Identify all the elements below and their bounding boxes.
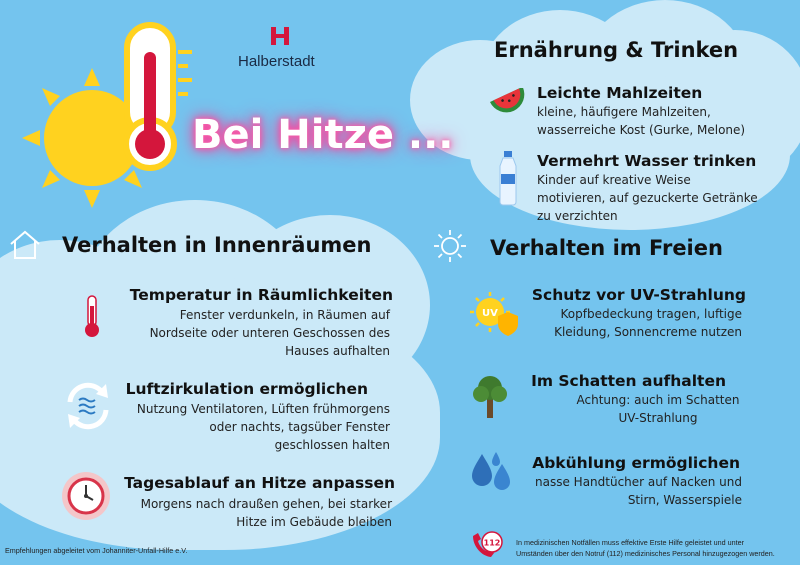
air-circulation-icon (60, 380, 116, 432)
indoor-item-title-3: Tagesablauf an Hitze anpassen (124, 474, 395, 492)
outdoor-item-text-3: nasse Handtücher auf Nacken und Stirn, Wasserspiele (535, 475, 742, 507)
indoor-item-text-1: Fenster verdunkeln, in Räumen auf Nordseite oder unteren Geschossen des Hauses aufhalten (149, 308, 390, 358)
indoor-heading: Verhalten in Innenräumen (62, 233, 372, 257)
nutrition-item-text-2: Kinder auf kreative Weise motivieren, auf gezuckerte Getränke zu verzichten (537, 173, 758, 223)
phone-112-icon (470, 530, 504, 560)
indoor-item-title-2: Luftzirkulation ermöglichen (125, 380, 368, 398)
nutrition-item-text-1: kleine, häufigere Mahlzeiten, wasserreiche Kost (Gurke, Melone) (537, 105, 746, 137)
indoor-item-text-3: Morgens nach draußen gehen, bei starker Hitze im Gebäude bleiben (140, 497, 392, 529)
svg-text:UV: UV (482, 308, 498, 319)
outdoor-item-title-3: Abkühlung ermöglichen (532, 454, 740, 472)
outdoor-item-text-1: Kopfbedeckung tragen, luftige Kleidung, Sonnencreme nutzen (554, 307, 742, 339)
sun-outline-icon (432, 228, 468, 264)
emergency-note: In medizinischen Notfällen muss effektive Erste Hilfe geleistet und unter Umständen über den Notruf (112) medizinisches Personal hinzugezogen werden. (516, 538, 775, 558)
nutrition-item-title-2: Vermehrt Wasser trinken (537, 152, 757, 170)
big-thermometer-icon (120, 22, 200, 172)
emergency-badge: 112 (483, 538, 501, 548)
indoor-item-text-2: Nutzung Ventilatoren, Lüften frühmorgens oder nachts, tagsüber Fenster geschlossen halten (136, 402, 390, 452)
outdoor-item-text-2: Achtung: auch im Schatten UV-Strahlung (576, 393, 740, 425)
clock-icon (60, 470, 112, 522)
outdoor-item-title-1: Schutz vor UV-Strahlung (531, 286, 746, 304)
logo-text: Halberstadt (238, 53, 315, 70)
water-bottle-icon (496, 150, 520, 206)
outdoor-item-title-2: Im Schatten aufhalten (531, 372, 726, 390)
watermelon-icon (488, 88, 528, 122)
nutrition-heading: Ernährung & Trinken (494, 38, 739, 62)
halberstadt-h-logo (269, 25, 291, 47)
house-icon (8, 230, 42, 260)
thermometer-icon (82, 294, 102, 340)
indoor-item-title-1: Temperatur in Räumlichkeiten (129, 286, 393, 304)
source-note: Empfehlungen abgeleitet vom Johanniter-Unfall-Hilfe e.V. (5, 546, 188, 555)
nutrition-item-title-1: Leichte Mahlzeiten (537, 84, 703, 102)
page-title: Bei Hitze ... (192, 112, 454, 158)
outdoor-heading: Verhalten im Freien (490, 236, 723, 260)
